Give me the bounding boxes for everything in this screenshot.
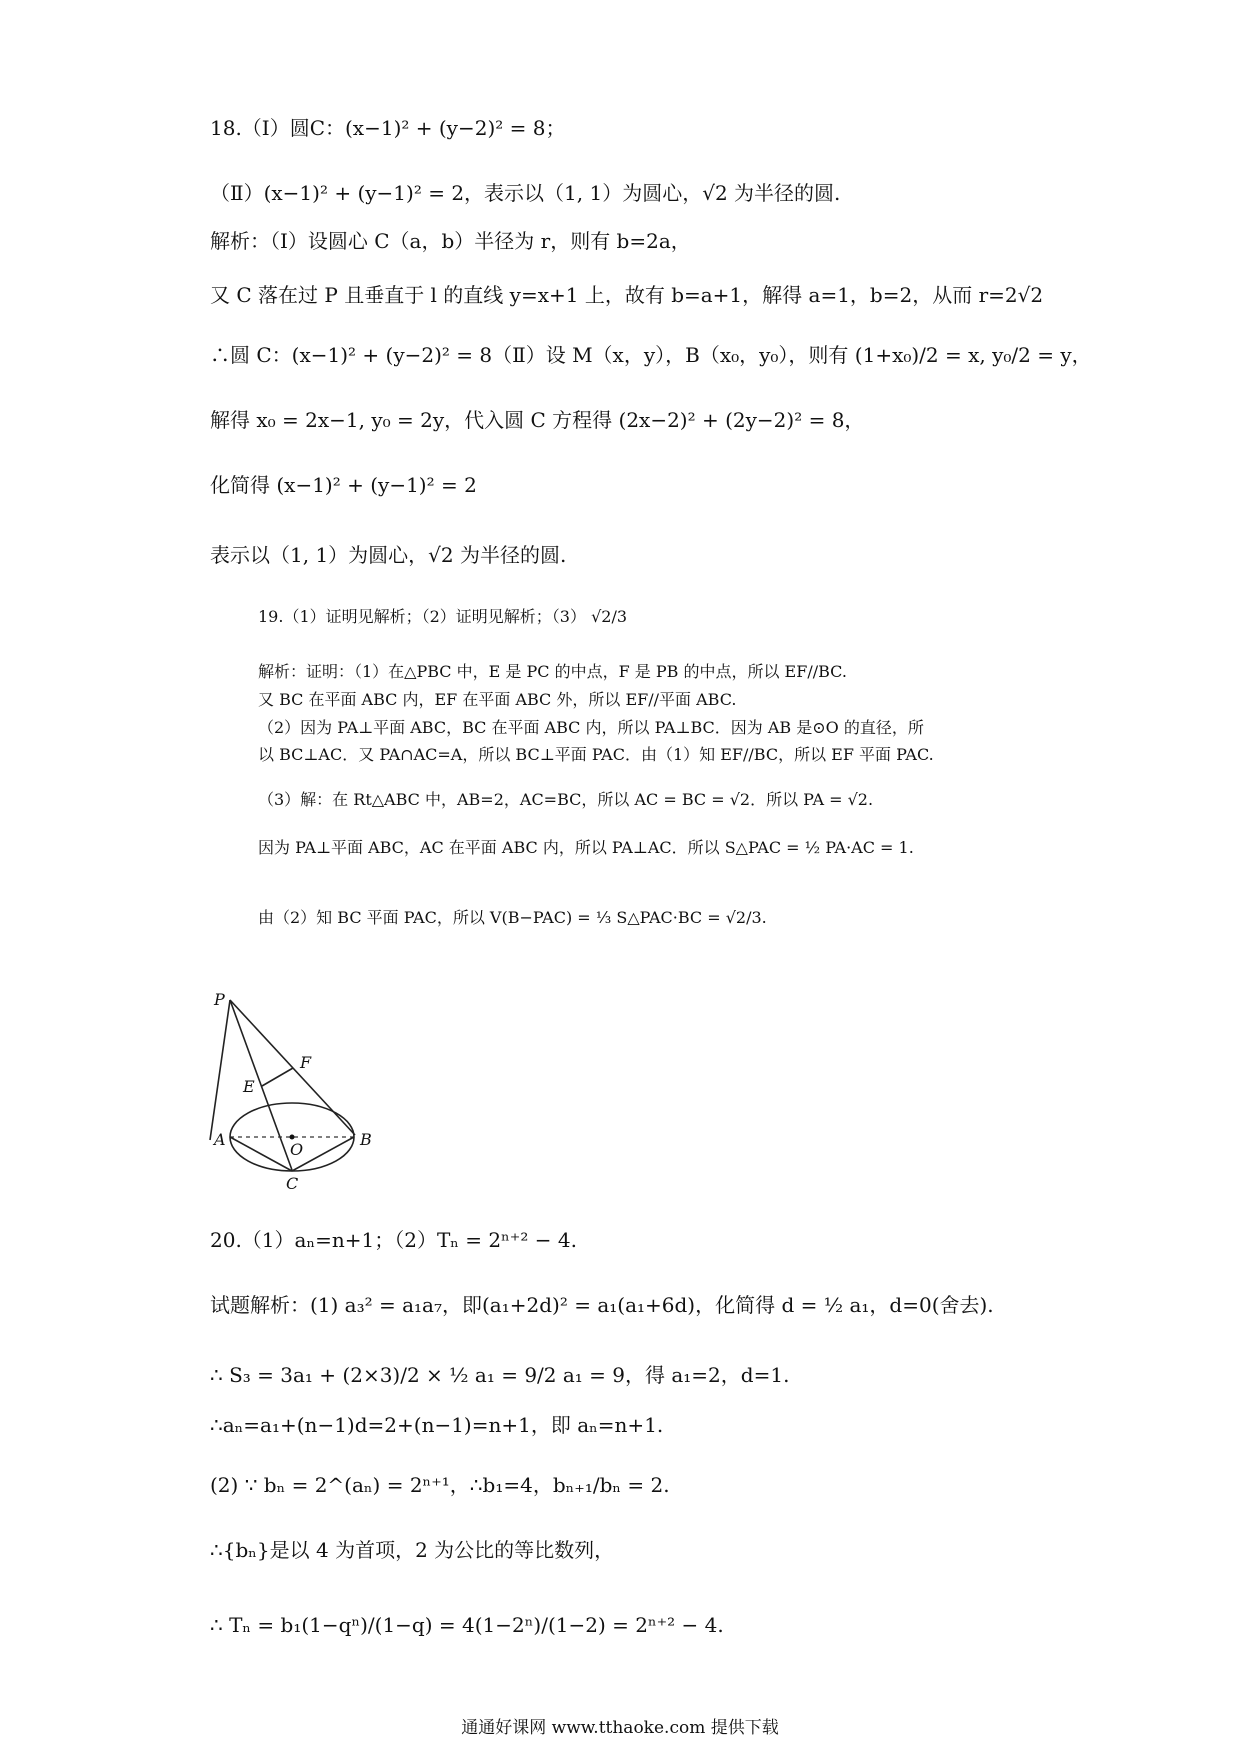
label-A: A [214,1130,226,1149]
label-B: B [360,1130,372,1149]
q20-line-2: ∴ S₃ = 3a₁ + (2×3)/2 × ½ a₁ = 9/2 a₁ = 9，得 a₁=2，d=1. [210,1363,790,1387]
q20-line-1: 试题解析：(1) a₃² = a₁a₇，即(a₁+2d)² = a₁(a₁+6d)，化简得 d = ½ a₁，d=0(舍去). [210,1293,994,1317]
cone-figure [200,985,400,1195]
q19-line-6: 因为 PA⊥平面 ABC，AC 在平面 ABC 内，所以 PA⊥AC．所以 S△PAC = ½ PA·AC = 1. [258,838,914,857]
q19-line-7: 由（2）知 BC 平面 PAC，所以 V(B−PAC) = ⅓ S△PAC·BC = √2/3. [258,908,767,927]
q19-line-4: 以 BC⊥AC．又 PA∩AC=A，所以 BC⊥平面 PAC．由（1）知 EF//BC，所以 EF 平面 PAC. [258,745,934,764]
q19-answer: 19.（1）证明见解析；（2）证明见解析；（3） √2/3 [258,607,628,626]
q18-answer-2: （Ⅱ）(x−1)² + (y−1)² = 2，表示以（1, 1）为圆心，√2 为半径的圆. [210,181,841,205]
q18-answer-1: 18.（Ⅰ）圆C：(x−1)² + (y−2)² = 8； [210,116,566,140]
q20-answer: 20.（1）aₙ=n+1；（2）Tₙ = 2ⁿ⁺² − 4. [210,1228,577,1252]
q18-analysis-3: ∴圆 C：(x−1)² + (y−2)² = 8（Ⅱ）设 M（x，y），B（x₀，y₀），则有 (1+x₀)/2 = x, y₀/2 = y， [210,343,1092,367]
q18-analysis-1: 解析：（Ⅰ）设圆心 C（a，b）半径为 r，则有 b=2a， [210,229,691,253]
label-C: C [286,1174,299,1193]
segment-EF [262,1068,293,1086]
q20-line-6: ∴ Tₙ = b₁(1−qⁿ)/(1−q) = 4(1−2ⁿ)/(1−2) = 2ⁿ⁺² − 4. [210,1613,724,1637]
edge-PC [230,1000,292,1170]
q18-analysis-4: 解得 x₀ = 2x−1, y₀ = 2y，代入圆 C 方程得 (2x−2)² + (2y−2)² = 8， [210,408,865,432]
q19-line-5: （3）解：在 Rt△ABC 中，AB=2，AC=BC，所以 AC = BC = √2．所以 PA = √2. [258,790,874,809]
q18-analysis-6: 表示以（1, 1）为圆心，√2 为半径的圆. [210,543,567,567]
q20-line-5: ∴{bₙ}是以 4 为首项，2 为公比的等比数列， [210,1538,615,1562]
edge-PA [210,1000,230,1140]
q19-line-1: 解析：证明：（1）在△PBC 中，E 是 PC 的中点，F 是 PB 的中点，所以 EF//BC. [258,662,847,681]
q18-analysis-5: 化简得 (x−1)² + (y−1)² = 2 [210,473,477,497]
q19-line-3: （2）因为 PA⊥平面 ABC，BC 在平面 ABC 内，所以 PA⊥BC．因为 AB 是⊙O 的直径，所 [258,718,924,737]
center-point-O [290,1135,295,1140]
label-P: P [214,990,225,1009]
q19-line-2: 又 BC 在平面 ABC 内，EF 在平面 ABC 外，所以 EF//平面 ABC. [258,690,737,709]
label-F: F [300,1053,312,1072]
q18-analysis-2: 又 C 落在过 P 且垂直于 l 的直线 y=x+1 上，故有 b=a+1，解得 a=1，b=2，从而 r=2√2 [210,283,1044,307]
label-E: E [243,1077,255,1096]
page-footer: 通通好课网 www.tthaoke.com 提供下载 [461,1718,779,1738]
q20-line-3: ∴aₙ=a₁+(n−1)d=2+(n−1)=n+1，即 aₙ=n+1. [210,1413,664,1437]
q20-line-4: (2) ∵ bₙ = 2^(aₙ) = 2ⁿ⁺¹，∴b₁=4，bₙ₊₁/bₙ = 2. [210,1473,670,1497]
label-O: O [290,1140,304,1159]
